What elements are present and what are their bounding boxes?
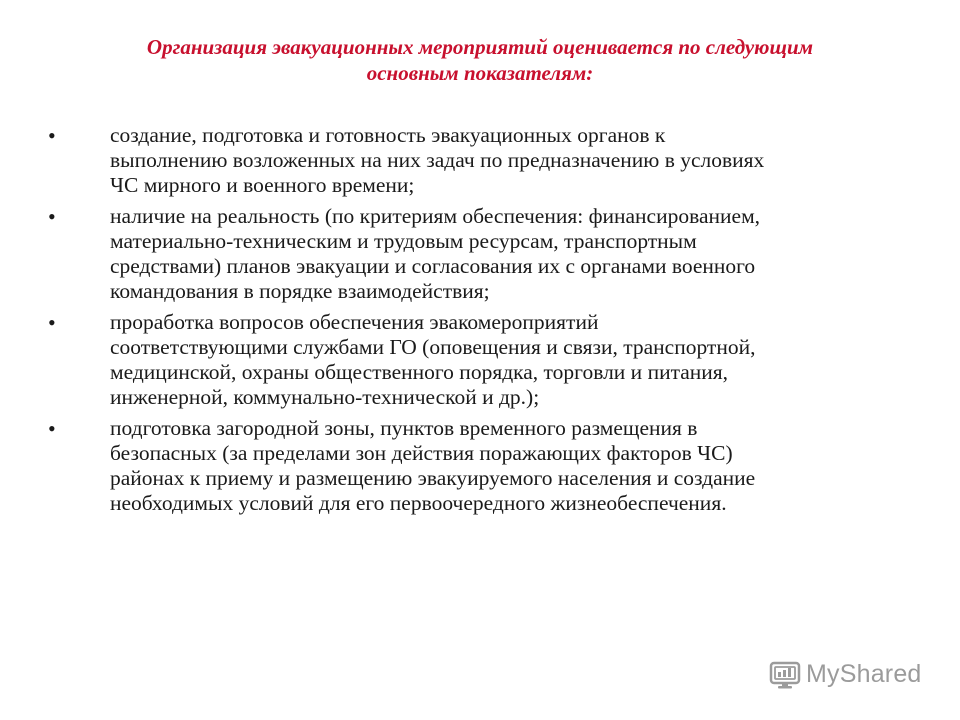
bullet-text-line: безопасных (за пределами зон действия поражающих факторов ЧС) (110, 441, 733, 465)
bullet-text-line: средствами) планов эвакуации и согласования их с органами военного (110, 254, 756, 278)
bullet-text-line: создание, подготовка и готовность эвакуационных органов к (110, 123, 666, 147)
bullet-text-line: соответствующими службами ГО (оповещения и связи, транспортной, (110, 335, 756, 359)
myshared-logo-icon (768, 657, 802, 691)
bullet-text (110, 310, 928, 410)
myshared-watermark (768, 654, 922, 694)
bullet-marker: • (48, 310, 56, 335)
bullet-text-line: выполнению возложенных на них задач по предназначению в условиях (110, 148, 765, 172)
bullet-text-line: подготовка загородной зоны, пунктов временного размещения в (110, 416, 698, 440)
myshared-watermark-text: MyShared (806, 659, 922, 688)
bullet-text-line: материально-техническим и трудовым ресурсам, транспортным (110, 229, 697, 253)
bullet-item (48, 310, 928, 410)
bullet-text-line: необходимых условий для его первоочередного жизнеобеспечения. (110, 491, 727, 515)
bullet-text-line: ЧС мирного и военного времени; (110, 173, 415, 197)
bullet-item (48, 123, 928, 198)
bullet-item (48, 416, 928, 516)
bullet-text-line: наличие на реальность (по критериям обеспечения: финансированием, (110, 204, 761, 228)
bullet-text (110, 123, 928, 198)
bullet-text-line: проработка вопросов обеспечения эвакомероприятий (110, 310, 599, 334)
slide-title-line-2: основным показателям: (366, 61, 594, 85)
bullet-list (48, 123, 928, 522)
bullet-text-line: инженерной, коммунально-технической и др.); (110, 385, 540, 409)
bullet-text-line: районах к приему и размещению эвакуируемого населения и создание (110, 466, 756, 490)
bullet-text-line: медицинской, охраны общественного порядка, торговли и питания, (110, 360, 729, 384)
bullet-text-line: командования в порядке взаимодействия; (110, 279, 490, 303)
bullet-text (110, 416, 928, 516)
slide-title-line-1: Организация эвакуационных мероприятий оценивается по следующим (146, 35, 814, 59)
bullet-marker: • (48, 204, 56, 229)
bullet-marker: • (48, 416, 56, 441)
bullet-marker: • (48, 123, 56, 148)
bullet-text (110, 204, 928, 304)
slide-title (40, 34, 920, 86)
bullet-item (48, 204, 928, 304)
